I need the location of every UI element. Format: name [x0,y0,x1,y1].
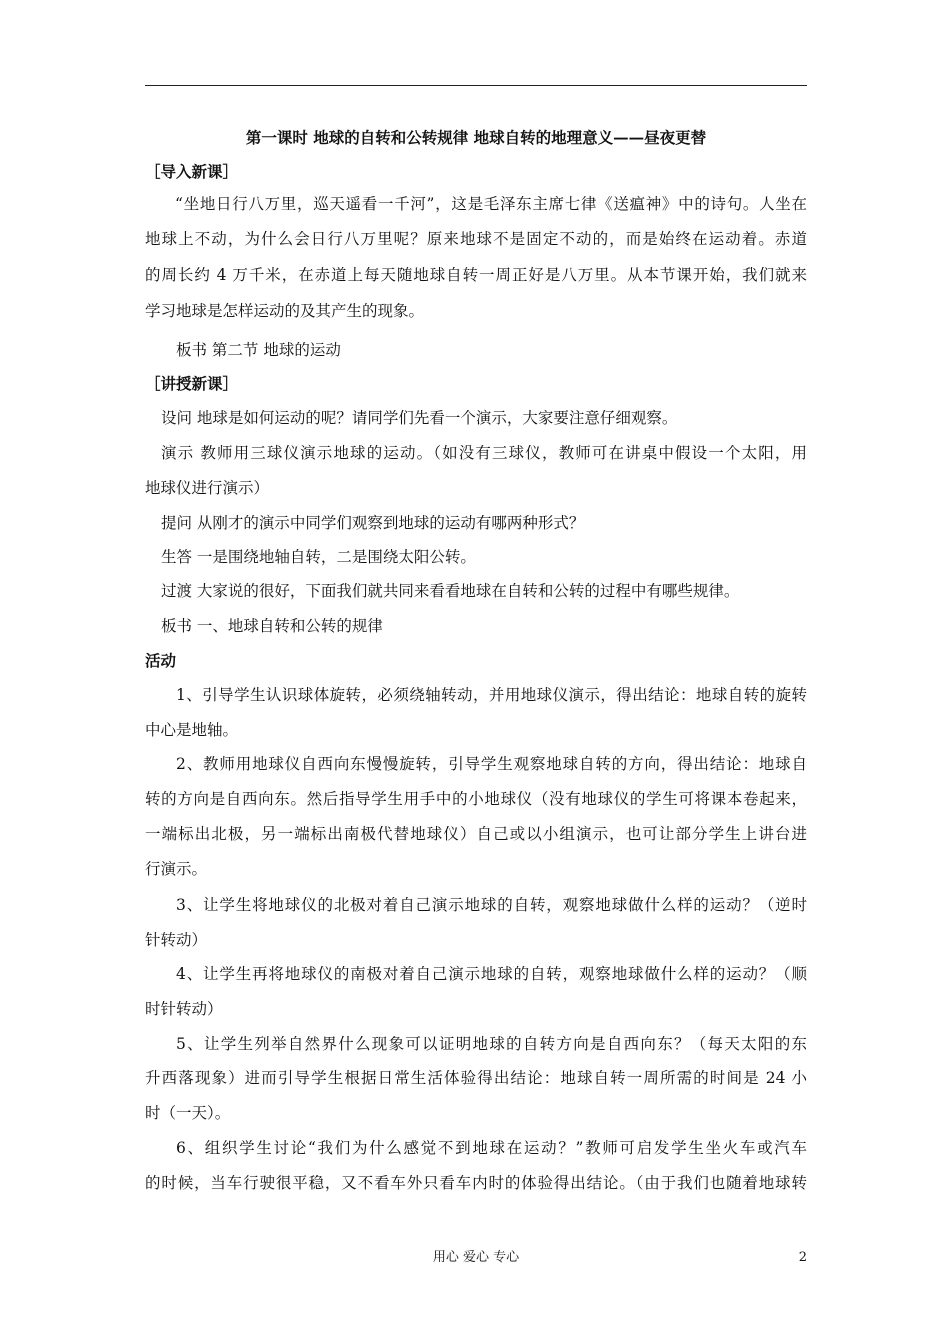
paragraph-line: 地球仪进行演示） [145,479,270,497]
lesson-title: 第一课时 地球的自转和公转规律 地球自转的地理意义——昼夜更替 [245,128,707,147]
paragraph-line: 学习地球是怎样运动的及其产生的现象。 [145,302,425,320]
page-footer: 用心 爱心 专心 [432,1250,520,1265]
paragraph-line: 针转动） [145,931,208,949]
section-heading-intro: ［导入新课］ [145,162,239,181]
question-line: 提问 从刚才的演示中同学们观察到地球的运动有哪两种形式？ [161,514,585,532]
activity-item: 5、让学生列举自然界什么现象可以证明地球的自转方向是自西向东？（每天太阳的东 [176,1035,807,1053]
activity-item: 2、教师用地球仪自西向东慢慢旋转，引导学生观察地球自转的方向，得出结论：地球自 [176,755,807,773]
section-heading-new: ［讲授新课］ [145,374,239,393]
board-note: 板书 第二节 地球的运动 [176,341,341,359]
question-line: 设问 地球是如何运动的呢？请同学们先看一个演示，大家要注意仔细观察。 [161,409,678,427]
paragraph-line: 的时候，当车行驶很平稳，又不看车外只看车内时的体验得出结论。（由于我们也随着地球转 [145,1174,807,1192]
paragraph-line: 一端标出北极，另一端标出南极代替地球仪）自己或以小组演示，也可让部分学生上讲台进 [145,825,807,843]
paragraph-line: 升西落现象）进而引导学生根据日常生活体验得出结论：地球自转一周所需的时间是 24 小 [145,1069,807,1087]
activity-item: 6、组织学生讨论“我们为什么感觉不到地球在运动？”教师可启发学生坐火车或汽车 [176,1139,807,1157]
activity-item: 3、让学生将地球仪的北极对着自己演示地球的自转，观察地球做什么样的运动？（逆时 [176,896,807,914]
paragraph-line: 的周长约 4 万千米，在赤道上每天随地球自转一周正好是八万里。从本节课开始，我们就来 [145,266,807,284]
paragraph-line: “坐地日行八万里，巡天遥看一千河”，这是毛泽东主席七律《送瘟神》中的诗句。人坐在 [175,195,807,213]
paragraph-line: 行演示。 [145,860,208,878]
activity-item: 1、引导学生认识球体旋转，必须绕轴转动，并用地球仪演示，得出结论：地球自转的旋转 [176,686,807,704]
transition-line: 过渡 大家说的很好，下面我们就共同来看看地球在自转和公转的过程中有哪些规律。 [161,582,740,600]
paragraph-line: 时（一天）。 [145,1104,231,1122]
demo-line: 演示 教师用三球仪演示地球的运动。（如没有三球仪，教师可在讲桌中假设一个太阳，用 [161,444,807,462]
header-rule [145,85,807,86]
page-number: 2 [798,1250,807,1265]
paragraph-line: 地球上不动，为什么会日行八万里呢？原来地球不是固定不动的，而是始终在运动着。赤道 [145,230,807,248]
answer-line: 生答 一是围绕地轴自转，二是围绕太阳公转。 [161,548,476,566]
activity-item: 4、让学生再将地球仪的南极对着自己演示地球的自转，观察地球做什么样的运动？（顺 [176,965,807,983]
paragraph-line: 转的方向是自西向东。然后指导学生用手中的小地球仪（没有地球仪的学生可将课本卷起来， [145,790,807,808]
board-note: 板书 一、地球自转和公转的规律 [161,617,383,635]
paragraph-line: 时针转动） [145,1000,223,1018]
paragraph-line: 中心是地轴。 [145,721,239,739]
activity-heading: 活动 [145,651,177,670]
